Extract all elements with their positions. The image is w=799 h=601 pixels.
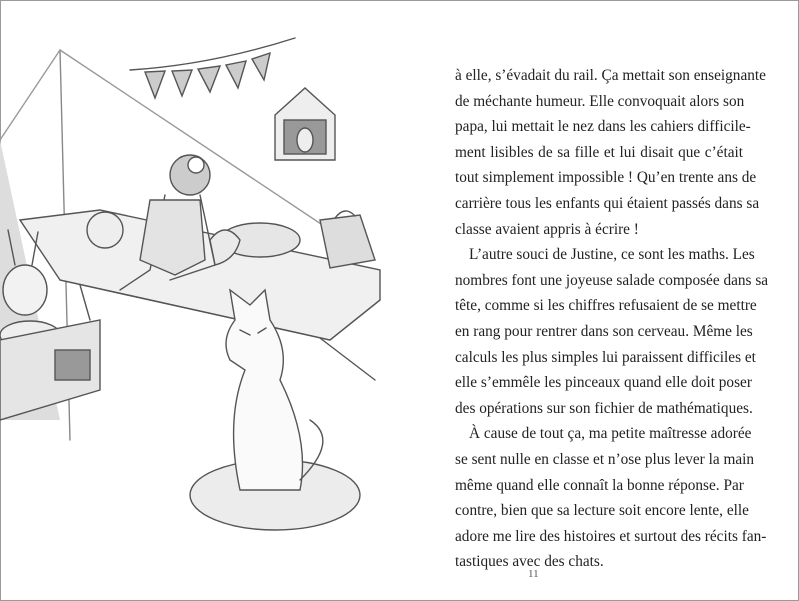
text-line: contre, bien que sa lecture soit encore lente, elle xyxy=(455,502,749,520)
text-line: adore me lire des histoires et surtout des récits fan- xyxy=(455,527,767,545)
text-line: classe avaient appris à écrire ! xyxy=(455,220,639,238)
text-line: se sent nulle en classe et n’ose plus lever la main xyxy=(455,450,755,468)
text-line: des opérations sur son fichier de mathématiques. xyxy=(455,399,753,417)
girl-on-bed-with-cat-illustration xyxy=(0,20,420,550)
text-line: calculs les plus simples lui paraissent difficiles et xyxy=(455,348,756,366)
text-line: nombres font une joyeuse salade composée dans sa xyxy=(455,271,769,289)
body-text xyxy=(455,63,769,575)
text-line: tastiques avec des chats. xyxy=(455,553,604,571)
page-number: 11 xyxy=(528,568,539,580)
text-line: à elle, s’évadait du rail. Ça mettait son enseignante xyxy=(455,67,766,84)
text-line: elle s’emmêle les pinceaux quand elle doit poser xyxy=(455,374,752,392)
text-line: même quand elle connaît la bonne réponse. Par xyxy=(455,476,744,494)
text-line: L’autre souci de Justine, ce sont les maths. Les xyxy=(469,246,755,264)
text-line: tout simplement impossible ! Qu’en trente ans de xyxy=(455,169,757,187)
text-line: ment lisibles de sa fille et lui disait que c’était xyxy=(455,143,743,161)
text-line: en rang pour rentrer dans son cerveau. Même les xyxy=(455,322,753,340)
text-line: tête, comme si les chiffres refusaient de se mettre xyxy=(455,297,757,315)
text-line: carrière tous les enfants qui étaient passés dans sa xyxy=(455,194,760,212)
text-line: de méchante humeur. Elle convoquait alors son xyxy=(455,92,745,110)
text-line: papa, lui mettait le nez dans les cahiers difficile- xyxy=(455,118,751,136)
text-line: À cause de tout ça, ma petite maîtresse adorée xyxy=(469,425,752,443)
